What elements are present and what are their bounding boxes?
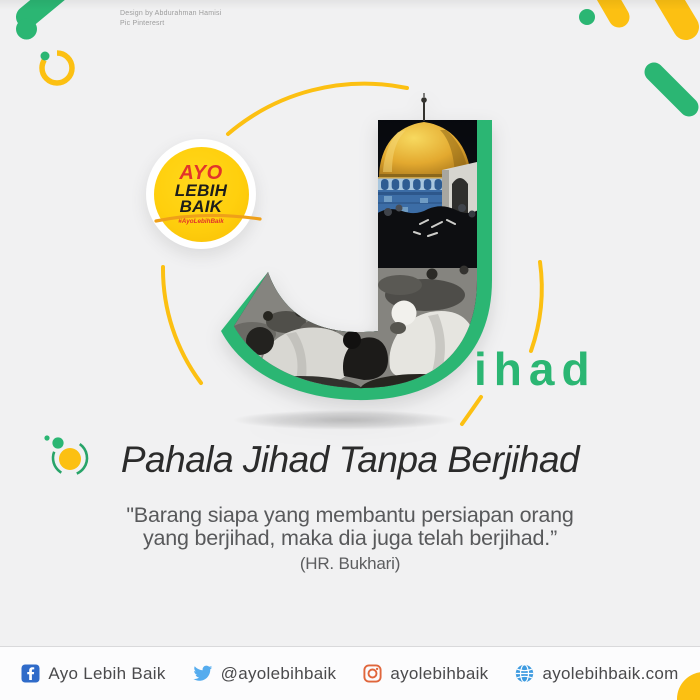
footer-label: ayolebihbaik.com xyxy=(542,663,679,683)
footer-label: Ayo Lebih Baik xyxy=(48,663,166,683)
credit-line: Design by Abdurahman Hamisi xyxy=(120,10,222,17)
footer-item-facebook[interactable] xyxy=(21,664,165,684)
footer-label: ayolebihbaik xyxy=(390,663,489,683)
letter-ground-shadow xyxy=(233,410,457,430)
footer-label: @ayolebihbaik xyxy=(220,663,337,683)
quote-line: "Barang siapa yang membantu persiapan orang xyxy=(126,503,574,527)
hadith-quote xyxy=(0,504,700,576)
poster-headline: Pahala Jihad Tanpa Berjihad xyxy=(120,439,580,480)
instagram-icon xyxy=(363,664,382,683)
footer-item-instagram[interactable] xyxy=(363,664,488,684)
quote-line: yang berjihad, maka dia juga telah berjihad.” xyxy=(142,525,558,550)
badge-word: AYO xyxy=(179,162,223,184)
jihad-word-suffix: ihad xyxy=(474,343,597,395)
night-crowd-illustration xyxy=(376,204,478,268)
corner-quarter-circle xyxy=(640,646,700,700)
globe-icon xyxy=(515,664,534,683)
facebook-icon xyxy=(21,664,40,683)
credit-line: Pic Pinteresrt xyxy=(120,19,165,27)
ayo-lebih-baik-badge xyxy=(146,139,256,249)
footer-item-twitter[interactable] xyxy=(193,664,337,684)
social-footer xyxy=(0,646,700,700)
badge-word: BAIK xyxy=(179,197,223,216)
design-credits xyxy=(120,9,222,28)
dome-finial-spire xyxy=(421,93,427,121)
badge-hashtag: #AyoLebihBaik xyxy=(178,218,224,225)
badge-underline-swoosh xyxy=(150,208,270,228)
twitter-icon xyxy=(193,665,213,682)
badge-word: LEBIH xyxy=(174,181,228,200)
quote-source: (HR. Bukhari) xyxy=(299,554,401,573)
